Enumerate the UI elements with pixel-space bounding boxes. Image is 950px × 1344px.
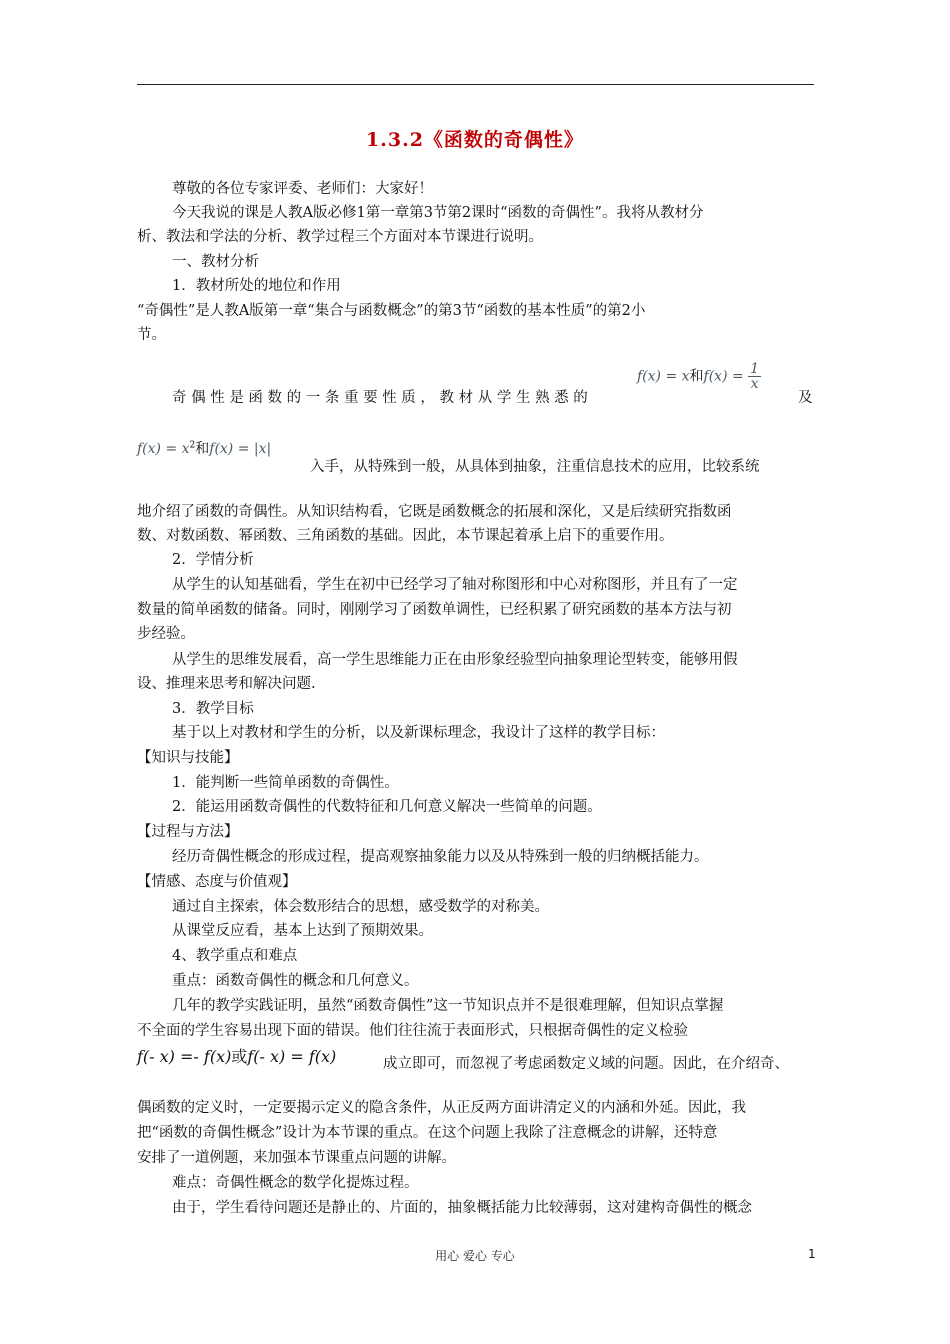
page-number: 1 — [808, 1247, 816, 1261]
paragraph-line: 步经验。 — [137, 626, 195, 642]
paragraph-line: 重点：函数奇偶性的概念和几何意义。 — [172, 973, 419, 989]
objective-heading: 【过程与方法】 — [137, 824, 239, 840]
paragraph-line: 几年的教学实践证明，虽然“函数奇偶性”这一节知识点并不是很难理解，但知识点掌握 — [172, 998, 724, 1014]
paragraph-line: 数量的简单函数的储备。同时，刚刚学习了函数单调性，已经积累了研究函数的基本方法与初 — [137, 602, 732, 618]
paragraph-line: 及 — [798, 390, 813, 406]
formula-3: f(- x) =- f(x)或f(- x) = f(x) — [137, 1047, 337, 1066]
paragraph-line: 2．能运用函数奇偶性的代数特征和几何意义解决一些简单的问题。 — [172, 799, 602, 815]
paragraph-line: 从课堂反应看，基本上达到了预期效果。 — [172, 923, 433, 939]
paragraph-line: 从学生的认知基础看，学生在初中已经学习了轴对称图形和中心对称图形，并且有了一定 — [172, 577, 738, 593]
section-heading: 一、教材分析 — [172, 254, 259, 270]
paragraph-line: 基于以上对教材和学生的分析，以及新课标理念，我设计了这样的教学目标： — [172, 725, 665, 741]
paragraph-line: 偶函数的定义时，一定要揭示定义的隐含条件，从正反两方面讲清定义的内涵和外延。因此，我 — [137, 1100, 746, 1116]
paragraph-line: 难点：奇偶性概念的数学化提炼过程。 — [172, 1175, 419, 1191]
formula-1: f(x) = x和f(x) = $\frac{1}{x}$ — [637, 361, 760, 392]
paragraph-line: 入手，从特殊到一般，从具体到抽象，注重信息技术的应用，比较系统 — [310, 459, 760, 475]
paragraph-line: 地介绍了函数的奇偶性。从知识结构看，它既是函数概念的拓展和深化，又是后续研究指数函 — [137, 504, 732, 520]
paragraph-line: 设、推理来思考和解决问题. — [137, 676, 316, 692]
subsection-heading: 1．教材所处的地位和作用 — [172, 278, 341, 294]
page-title: 1.3.2《函数的奇偶性》 — [366, 129, 584, 151]
paragraph-line: 今天我说的课是人教A版必修1第一章第3节第2课时“函数的奇偶性”。我将从教材分 — [172, 205, 704, 221]
header-rule — [137, 84, 814, 85]
formula-2: $f(x) = x^2$和f(x) = |x| — [137, 440, 272, 457]
paragraph-line: 把“函数的奇偶性概念”设计为本节课的重点。在这个问题上我除了注意概念的讲解，还特意 — [137, 1125, 718, 1141]
subsection-heading: 2．学情分析 — [172, 552, 254, 568]
paragraph-line: 由于，学生看待问题还是静止的、片面的，抽象概括能力比较薄弱，这对建构奇偶性的概念 — [172, 1200, 752, 1216]
subsection-heading: 4、教学重点和难点 — [172, 948, 298, 964]
paragraph-line: 从学生的思维发展看，高一学生思维能力正在由形象经验型向抽象理论型转变，能够用假 — [172, 652, 738, 668]
fraction: $\frac{1}{x}$ — [750, 361, 760, 392]
paragraph-line: 1．能判断一些简单函数的奇偶性。 — [172, 775, 399, 791]
paragraph-line: 析、教法和学法的分析、教学过程三个方面对本节课进行说明。 — [137, 229, 543, 245]
objective-heading: 【知识与技能】 — [137, 750, 239, 766]
paragraph-line: “奇偶性”是人教A版第一章“集合与函数概念”的第3节“函数的基本性质”的第2小 — [137, 303, 646, 319]
paragraph-line: 经历奇偶性概念的形成过程，提高观察抽象能力以及从特殊到一般的归纳概括能力。 — [172, 849, 709, 865]
paragraph-line: 数、对数函数、幂函数、三角函数的基础。因此，本节课起着承上启下的重要作用。 — [137, 528, 674, 544]
subsection-heading: 3．教学目标 — [172, 701, 254, 717]
paragraph-line: 节。 — [137, 327, 166, 343]
paragraph-line: 成立即可，而忽视了考虑函数定义域的问题。因此，在介绍奇、 — [383, 1056, 789, 1072]
page-footer: 用心 爱心 专心 — [435, 1249, 515, 1263]
objective-heading: 【情感、态度与价值观】 — [137, 874, 297, 890]
paragraph-line: 通过自主探索，体会数形结合的思想，感受数学的对称美。 — [172, 899, 549, 915]
paragraph-line: 奇 偶 性 是 函 数 的 一 条 重 要 性 质 ， 教 材 从 学 生 熟 悉 的 — [172, 390, 588, 406]
paragraph-line: 尊敬的各位专家评委、老师们：大家好！ — [172, 181, 433, 197]
paragraph-line: 不全面的学生容易出现下面的错误。他们往往流于表面形式，只根据奇偶性的定义检验 — [137, 1023, 688, 1039]
paragraph-line: 安排了一道例题，来加强本节课重点问题的讲解。 — [137, 1150, 456, 1166]
